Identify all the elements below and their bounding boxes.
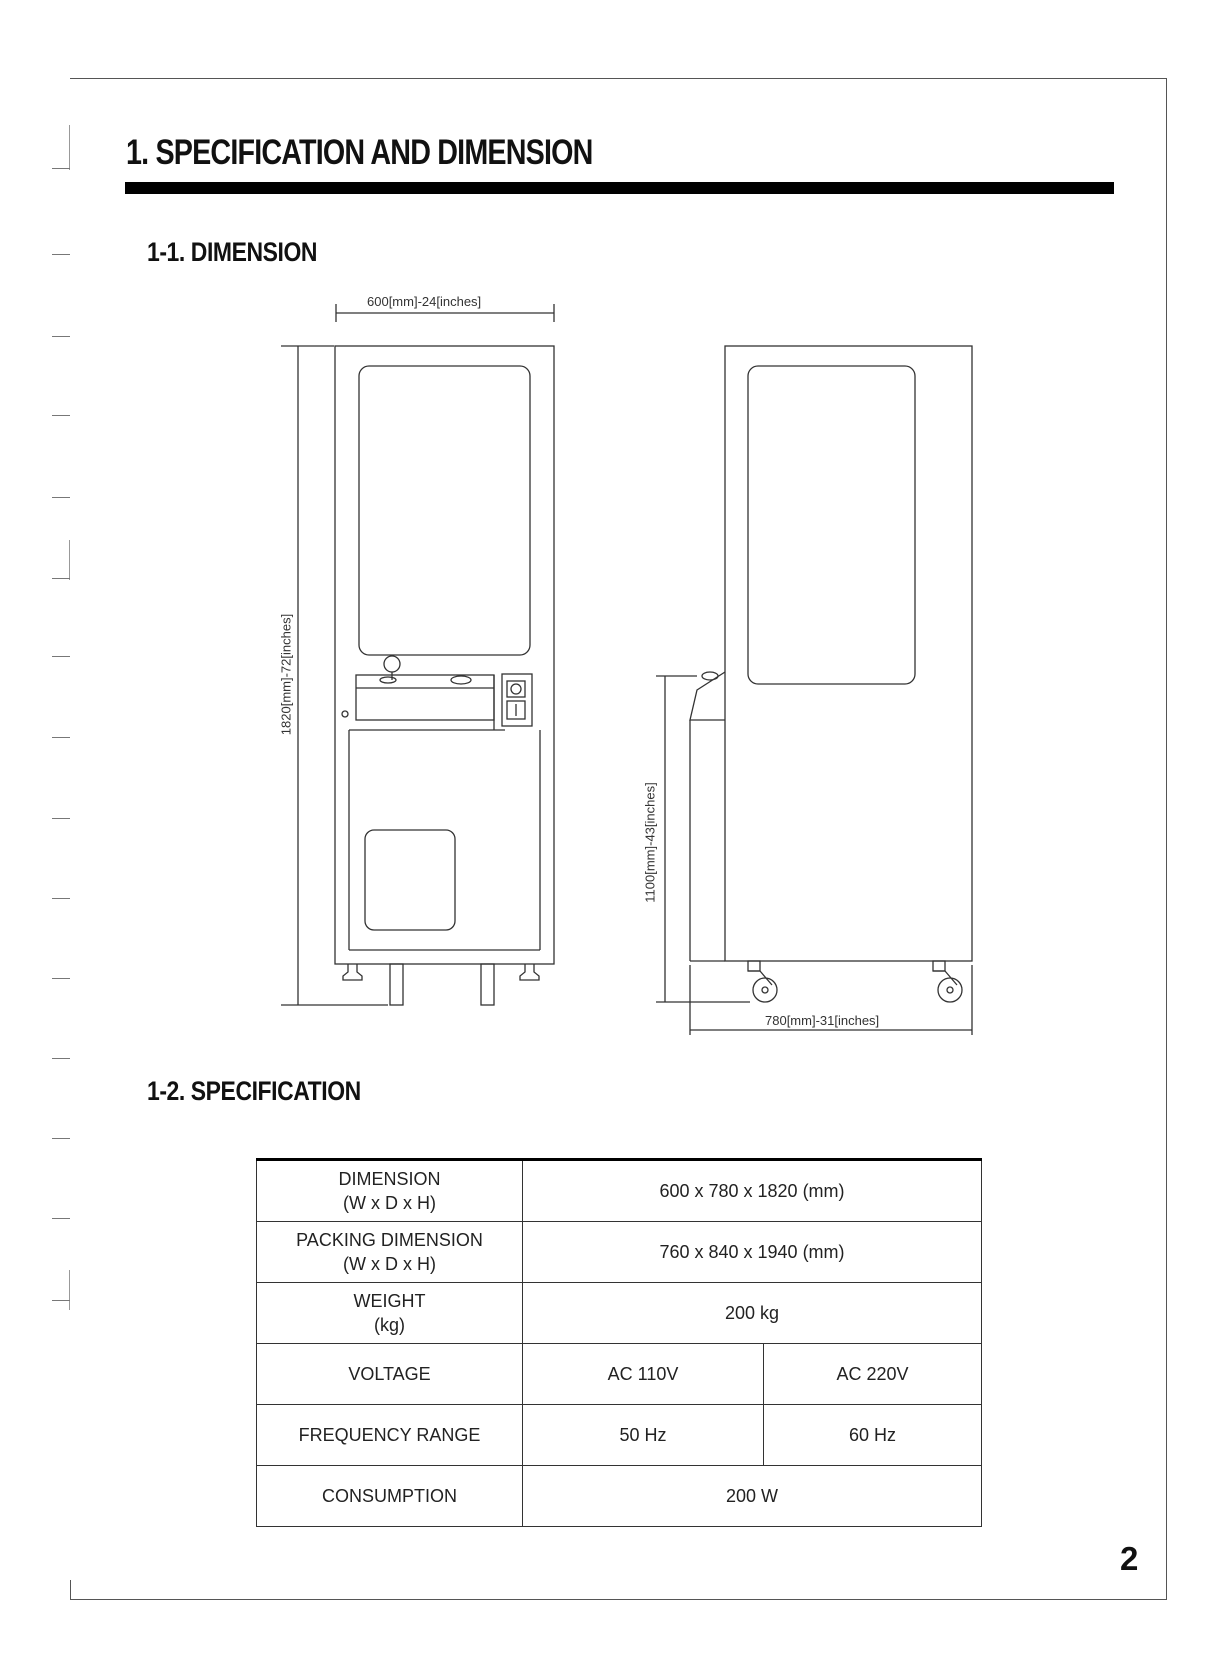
width-dimension-label: 600[mm]-24[inches] bbox=[367, 294, 482, 309]
voltage-label: VOLTAGE bbox=[257, 1344, 523, 1405]
section-heading-dimension: 1-1. DIMENSION bbox=[147, 237, 318, 267]
side-view-drawing bbox=[656, 346, 972, 1035]
table-row bbox=[257, 1283, 982, 1344]
height-dimension-label: 1820[mm]-72[inches] bbox=[278, 613, 294, 736]
frequency-label: FREQUENCY RANGE bbox=[257, 1405, 523, 1466]
packing-dimension-label: PACKING DIMENSION bbox=[296, 1230, 483, 1250]
page-title: 1. SPECIFICATION AND DIMENSION bbox=[126, 133, 593, 172]
packing-dimension-value: 760 x 840 x 1940 (mm) bbox=[523, 1222, 982, 1283]
frequency-value-60: 60 Hz bbox=[764, 1405, 982, 1466]
voltage-value-110: AC 110V bbox=[523, 1344, 764, 1405]
table-row bbox=[257, 1405, 982, 1466]
dimension-label-unit: (W x D x H) bbox=[343, 1193, 436, 1213]
section-heading-specification: 1-2. SPECIFICATION bbox=[147, 1076, 361, 1106]
table-row bbox=[257, 1466, 982, 1527]
consumption-value: 200 W bbox=[523, 1466, 982, 1527]
front-view-drawing bbox=[278, 304, 554, 1005]
table-cell-label bbox=[257, 1222, 523, 1283]
dimension-value: 600 x 780 x 1820 (mm) bbox=[523, 1160, 982, 1222]
weight-label-unit: (kg) bbox=[374, 1315, 405, 1335]
packing-dimension-label-unit: (W x D x H) bbox=[343, 1254, 436, 1274]
consumption-label: CONSUMPTION bbox=[257, 1466, 523, 1527]
voltage-value-220: AC 220V bbox=[764, 1344, 982, 1405]
table-row bbox=[257, 1222, 982, 1283]
table-row bbox=[257, 1344, 982, 1405]
table-cell-label bbox=[257, 1283, 523, 1344]
page-number: 2 bbox=[1120, 1540, 1139, 1577]
weight-label: WEIGHT bbox=[353, 1291, 426, 1311]
table-cell-label bbox=[257, 1160, 523, 1222]
depth-dimension-label: 780[mm]-31[inches] bbox=[765, 1013, 880, 1028]
panel-height-dimension-label: 1100[mm]-43[inches] bbox=[642, 782, 658, 903]
frequency-value-50: 50 Hz bbox=[523, 1405, 764, 1466]
dimension-label: DIMENSION bbox=[338, 1169, 441, 1189]
table-row bbox=[257, 1160, 982, 1222]
weight-value: 200 kg bbox=[523, 1283, 982, 1344]
specification-table bbox=[256, 1158, 982, 1527]
